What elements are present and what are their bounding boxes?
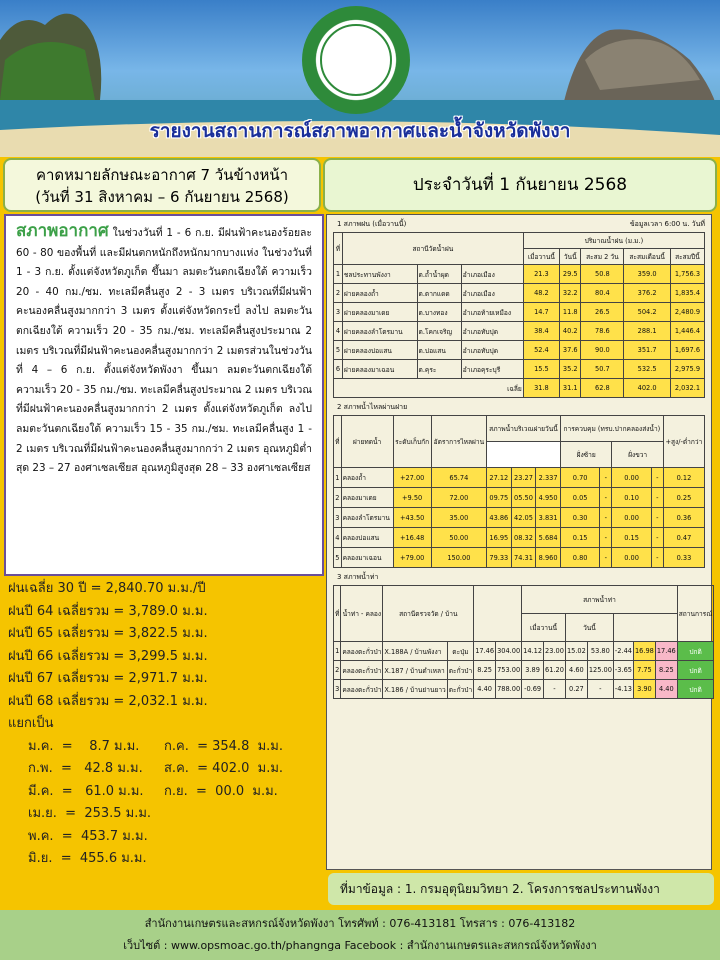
footer-contact: สำนักงานเกษตรและสหกรณ์จังหวัดพังงา โทรศัพท์ : 076-413181 โทรสาร : 076-413182 [144,917,576,930]
table-cell: 1,835.4 [670,284,704,303]
table-cell: 16.95 [487,528,512,548]
table-cell: คลองบ่อแสน [341,528,393,548]
month-value [164,826,300,849]
weather-panel [4,214,324,576]
table-cell: ปกติ [677,661,714,680]
table-cell: ต.ตากแดด [417,284,461,303]
table-cell: 532.5 [624,360,670,379]
table-cell: 78.6 [581,322,624,341]
table-row [334,303,705,322]
table-cell: +9.50 [393,488,431,508]
table-cell: 2 [334,661,341,680]
table1-time-label: ข้อมูลเวลา 6:00 น. วันที่ [629,220,705,228]
table-cell: -3.65 [613,661,633,680]
table-cell: 21.3 [523,265,559,284]
table-cell: 2,480.9 [670,303,704,322]
table-cell: ตะกั่วป่า [447,680,473,699]
forecast-line-2: (วันที่ 31 สิงหาคม – 6 กันยายน 2568) [35,188,289,206]
col-sub: สะสมปีนี้ [670,249,704,265]
rain-line: ฝนปี 65 เฉลี่ยรวม = 3,822.5 ม.ม. [8,626,208,641]
table-cell: 304.00 [496,642,522,661]
table-cell: - [600,528,612,548]
col-canal: น้ำท่า - คลอง [341,586,383,642]
table-row [334,528,705,548]
average-cell: 402.0 [624,379,670,398]
table-cell: 32.2 [560,284,581,303]
table-cell: 0.70 [560,468,599,488]
table-cell: 2 [334,284,343,303]
table-cell: คลองมาเดย [341,488,393,508]
table-cell: 42.05 [511,508,536,528]
table-cell: 1 [334,468,342,488]
table-cell: 0.33 [663,548,704,568]
table-row [334,661,714,680]
table-cell: 3 [334,303,343,322]
month-value [164,803,300,826]
table-cell: 09.75 [487,488,512,508]
table-cell: 0.15 [560,528,599,548]
table-cell: 2 [334,488,342,508]
data-tables-panel [326,214,712,870]
table-cell: คลองตะกั่วป่า [341,642,383,661]
table-cell: - [600,508,612,528]
rainfall-table [333,232,705,398]
table-cell: 52.4 [523,341,559,360]
month-value: มี.ค. = 61.0 ม.ม. [28,783,144,799]
table-cell: 150.00 [431,548,486,568]
table-cell: 08.32 [511,528,536,548]
table-cell: 61.20 [544,661,566,680]
table-cell: ตะกั่วป่า [447,661,473,680]
table-cell: คลองลำโตรมาน [341,508,393,528]
monthly-rain-row [8,826,318,849]
table-cell: 351.7 [624,341,670,360]
table-cell: 0.47 [663,528,704,548]
monthly-rain-list [8,736,318,871]
table-row [334,468,705,488]
table-cell: 3 [334,680,341,699]
table-cell: ต.คุระ [417,360,461,379]
table-row [334,265,705,284]
table-cell: 17.46 [655,642,677,661]
table-cell: 8.25 [655,661,677,680]
table-cell: ฝายคลองมาเดย [342,303,417,322]
col-sub: สะสมเดือนนี้ [624,249,670,265]
table-cell: 50.7 [581,360,624,379]
table-cell: - [651,548,663,568]
table-row [334,548,705,568]
table-cell: 38.4 [523,322,559,341]
table-cell: - [651,488,663,508]
date-banner: ประจำวันที่ 1 กันยายน 2568 [323,158,717,212]
table-cell: 0.27 [565,680,587,699]
table-cell: -4.13 [613,680,633,699]
table-cell: ต.โคกเจริญ [417,322,461,341]
table-cell: 1,697.6 [670,341,704,360]
table-cell: 788.00 [496,680,522,699]
col-station: สถานีวัดน้ำฝน [342,233,523,265]
table-cell: 0.15 [612,528,651,548]
table-cell: 1,756.3 [670,265,704,284]
average-cell: 62.8 [581,379,624,398]
table-cell: อำเภอทับปุด [461,341,523,360]
rain-line: แยกเป็น [8,716,54,731]
table-cell: 5 [334,548,342,568]
table-row [334,680,714,699]
average-cell: 31.1 [560,379,581,398]
table-cell: 35.00 [431,508,486,528]
table-cell: 0.80 [560,548,599,568]
table-cell: อำเภอเมือง [461,284,523,303]
table-cell: 43.86 [487,508,512,528]
table-cell: 37.6 [560,341,581,360]
table-cell: - [600,488,612,508]
table-cell: ฝายคลองถ้ำ [342,284,417,303]
table-cell: 50.00 [431,528,486,548]
table-cell: +43.50 [393,508,431,528]
table-cell: 2,975.9 [670,360,704,379]
table-cell: 376.2 [624,284,670,303]
table-cell: - [587,680,613,699]
rain-line: ฝนปี 68 เฉลี่ยรวม = 2,032.1 ม.ม. [8,693,208,709]
col-level: ระดับเก็บกัก [393,416,431,468]
table-cell: 0.30 [560,508,599,528]
table-cell: ปกติ [677,680,714,699]
table-cell: 4.40 [655,680,677,699]
table-cell: +27.00 [393,468,431,488]
monthly-rain-row [8,848,318,871]
footer-website: เว็บไซต์ : www.opsmoac.go.th/phangnga Facebook : สำนักงานเกษตรและสหกรณ์จังหวัดพังงา [123,939,597,952]
table-cell: 74.31 [511,548,536,568]
col-group: สภาพน้ำท่า [522,586,678,614]
table-cell: ฝายคลองลำโตรมาน [342,322,417,341]
table-cell: +16.48 [393,528,431,548]
col-no: ที่ [334,416,342,468]
col-sub: เมื่อวานนี้ [523,249,559,265]
table-cell: 2.337 [536,468,561,488]
table-cell: X.188A / บ้านพังงา [383,642,447,661]
table-cell: - [651,508,663,528]
table-cell: ชลประทานพังงา [342,265,417,284]
table-cell: 504.2 [624,303,670,322]
table-cell: ฝายคลองมาเฉอน [342,360,417,379]
table-cell: - [544,680,566,699]
table-row [334,284,705,303]
col-yesterday: เมื่อวานนี้ [522,614,566,642]
table-cell: 11.8 [560,303,581,322]
month-value: ก.ค. = 354.8 ม.ม. [164,738,284,754]
month-value [164,848,300,871]
table-cell: คลองตะกั่วป่า [341,680,383,699]
table-cell: ตะปุ่ม [447,642,473,661]
table-cell: 1 [334,642,341,661]
table-cell: 80.4 [581,284,624,303]
table-cell: ต.บ่อแสน [417,341,461,360]
table-cell: 23.27 [511,468,536,488]
monthly-rain-row [8,736,318,759]
col-today: วันนี้ [565,614,613,642]
col-group: ปริมาณน้ำฝน (ม.ม.) [523,233,704,249]
table-cell: 23.00 [544,642,566,661]
table3-section-title: 3 สภาพน้ำท่า [337,573,379,581]
header-banner [0,0,720,157]
table-cell: - [651,468,663,488]
table-cell: -0.69 [522,680,544,699]
col-no: ที่ [334,233,343,265]
ministry-seal-icon [302,6,410,114]
table-cell: 53.80 [587,642,613,661]
col-flow: อัตราการไหลผ่าน [431,416,486,468]
table-cell: 1 [334,265,343,284]
table-cell: X.186 / บ้านย่านยาว [383,680,447,699]
col-status: สถานการณ์ [677,586,714,642]
forecast-line-1: คาดหมายลักษณะอากาศ 7 วันข้างหน้า [35,166,289,184]
col-control-group: การควบคุม (ทรบ.ปากคลองส่งน้ำ) [560,416,663,442]
table-cell: 4.40 [474,680,496,699]
table-row [334,322,705,341]
month-value: ก.พ. = 42.8 ม.ม. [28,761,143,776]
table-cell: - [600,468,612,488]
table-cell: 14.12 [522,642,544,661]
rain-line: ฝนเฉลี่ย 30 ปี = 2,840.70 ม.ม./ปี [8,581,206,596]
table-cell: 6 [334,360,343,379]
table-cell: -2.44 [613,642,633,661]
table-cell: 26.5 [581,303,624,322]
col-no: ที่ [334,586,341,642]
col-left-bank: ฝั่งซ้าย [560,442,611,468]
table-cell: X.187 / บ้านตำเหลา [383,661,447,680]
table-cell: 753.00 [496,661,522,680]
month-value: พ.ค. = 453.7 ม.ม. [28,828,148,844]
col-today-group: สภาพน้ำบริเวณฝายวันนี้ [487,416,561,442]
table-cell: 48.2 [523,284,559,303]
table-cell: คลองมาเฉอน [341,548,393,568]
table-cell: ปกติ [677,642,714,661]
table-cell: อำเภอเมือง [461,265,523,284]
table-cell: 72.00 [431,488,486,508]
weir-flow-table [333,415,705,568]
col-right-bank: ฝั่งขวา [612,442,663,468]
table-cell: ต.ถ้ำน้ำผุด [417,265,461,284]
forecast-heading [3,158,321,212]
table-cell: 3.831 [536,508,561,528]
weather-body: ในช่วงวันที่ 1 - 6 ก.ย. มีฝนฟ้าคะนองร้อยละ 60 - 80 ของพื้นที่ และมีฝนตกหนักถึงหนักมากบางแห่ง ในช่วงวันที่ 1 - 3 ก.ย. ตั้งแต่จังหวัดภูเก็ต ขึ้นมา ลมตะวันตกเฉียงใต้ ความเร็ว 20 - 40 กม./ชม. ทะเลมีคลื่นสูง 2 - 3 เมตร บริเวณที่มีฝนฟ้าคะนองคลื่นสูงมากกว่า 3 เมตร ตั้งแต่จังหวัดกระบี่ ลงไป ลมตะวันตกเฉียงใต้ ความเร็ว 20 - 35 กม./ชม. ทะเลมีคลื่นสูงประมาณ 2 เมตร บริเวณที่มีฝนฟ้าคะนองคลื่นสูงมากกว่า 2 เมตรส่วนในช่วงวันที่ 4 – 6 ก.ย. ตั้งแต่จังหวัดพังงา ขึ้นมา ลมตะวันตกเฉียงใต้ ความเร็ว 20 - 35 กม./ชม. ทะเลมีคลื่นสูงประมาณ 2 เมตร บริเวณที่มีฝนฟ้าคะนองคลื่นสูงมากกว่า 2 เมตร ตั้งแต่จังหวัดภูเก็ต ลงไป ลมตะวันตกเฉียงใต้ ความเร็ว 15 - 35 กม./ชม. ทะเลมีคลื่นสูง 1 - 2 เมตร บริเวณที่มีฝนฟ้าคะนองคลื่นสูงมากกว่า 2 เมตร อุณหภูมิต่ำสุด 23 – 27 องศาเซลเซียส อุณหภูมิสูงสุด 28 – 33 องศาเซลเซียส [16,227,312,475]
table-cell: 4 [334,322,343,341]
rain-line: ฝนปี 64 เฉลี่ยรวม = 3,789.0 ม.ม. [8,603,208,619]
month-value: ส.ค. = 402.0 ม.ม. [164,761,284,776]
table-cell: 14.7 [523,303,559,322]
table-cell: 288.1 [624,322,670,341]
table-cell: 1,446.4 [670,322,704,341]
table-cell: - [600,548,612,568]
table-cell: 359.0 [624,265,670,284]
average-cell: 2,032.1 [670,379,704,398]
rain-line: ฝนปี 67 เฉลี่ยรวม = 2,971.7 ม.ม. [8,671,208,686]
table-cell: +79.00 [393,548,431,568]
table-cell: 125.00 [587,661,613,680]
col-sub: วันนี้ [560,249,581,265]
table-cell: อำเภอคุระบุรี [461,360,523,379]
rain-statistics [8,578,318,871]
table-row [334,341,705,360]
table1-section-title: 1 สภาพฝน (เมื่อวานนี้) [337,220,407,228]
table-cell: คลองถ้ำ [341,468,393,488]
table-cell: 0.10 [612,488,651,508]
streamflow-table [333,585,714,699]
average-label: เฉลี่ย [334,379,524,398]
col-station: สถานีตรวจวัด / บ้าน [383,586,474,642]
table-cell: 0.05 [560,488,599,508]
table-cell: 40.2 [560,322,581,341]
col-weir: ฝายทดน้ำ [341,416,393,468]
col-sub: สะสม 2 วัน [581,249,624,265]
month-value: ก.ย. = 00.0 ม.ม. [164,783,278,799]
table-cell: 8.25 [474,661,496,680]
table-cell: 29.5 [560,265,581,284]
table-cell: 27.12 [487,468,512,488]
table-cell: 0.00 [612,468,651,488]
table-row [334,508,705,528]
table-cell: อำเภอท้ายเหมือง [461,303,523,322]
table-cell: 0.36 [663,508,704,528]
table-cell: 7.75 [633,661,655,680]
table-cell: 15.02 [565,642,587,661]
table-cell: อำเภอทับปุด [461,322,523,341]
page-title: รายงานสถานการณ์สภาพอากาศและน้ำจังหวัดพังงา [149,120,571,142]
average-cell: 31.8 [523,379,559,398]
table-cell: 35.2 [560,360,581,379]
table-cell: 3.90 [633,680,655,699]
table-cell: 5.684 [536,528,561,548]
table-cell: 8.960 [536,548,561,568]
table-cell: 65.74 [431,468,486,488]
table-row [334,360,705,379]
table-cell: - [651,528,663,548]
table-cell: ต.บางทอง [417,303,461,322]
table-cell: 4.950 [536,488,561,508]
month-value: เม.ย. = 253.5 ม.ม. [28,806,152,821]
table-cell: คลองตะกั่วป่า [341,661,383,680]
month-value: มิ.ย. = 455.6 ม.ม. [28,851,147,866]
table-cell: 79.33 [487,548,512,568]
monthly-rain-row [8,781,318,804]
table-cell: 3.89 [522,661,544,680]
table-cell: 0.25 [663,488,704,508]
table-cell: 90.0 [581,341,624,360]
rain-line: ฝนปี 66 เฉลี่ยรวม = 3,299.5 ม.ม. [8,648,208,664]
table-cell: 3 [334,508,342,528]
col-diff: +สูง/-ต่ำกว่า [663,416,704,468]
table-cell: 17.46 [474,642,496,661]
table-row [334,642,714,661]
table-cell: 0.00 [612,548,651,568]
data-source: ที่มาข้อมูล : 1. กรมอุตุนิยมวิทยา 2. โครงการชลประทานพังงา [328,873,714,905]
footer [0,910,720,960]
table-cell: 16.98 [633,642,655,661]
table-cell: 4.60 [565,661,587,680]
table-cell: 15.5 [523,360,559,379]
table-cell: 05.50 [511,488,536,508]
table2-section-title: 2 สภาพน้ำไหลผ่านฝาย [337,403,408,411]
table-cell: 0.00 [612,508,651,528]
table-row-average [334,379,705,398]
month-value: ม.ค. = 8.7 ม.ม. [28,738,140,754]
weather-heading: สภาพอากาศ [16,221,109,241]
table-row [334,488,705,508]
monthly-rain-row [8,758,318,781]
table-cell: 5 [334,341,343,360]
table-cell: 50.8 [581,265,624,284]
table-cell: 4 [334,528,342,548]
table-cell: ฝายคลองบ่อแสน [342,341,417,360]
table-cell: 0.12 [663,468,704,488]
monthly-rain-row [8,803,318,826]
